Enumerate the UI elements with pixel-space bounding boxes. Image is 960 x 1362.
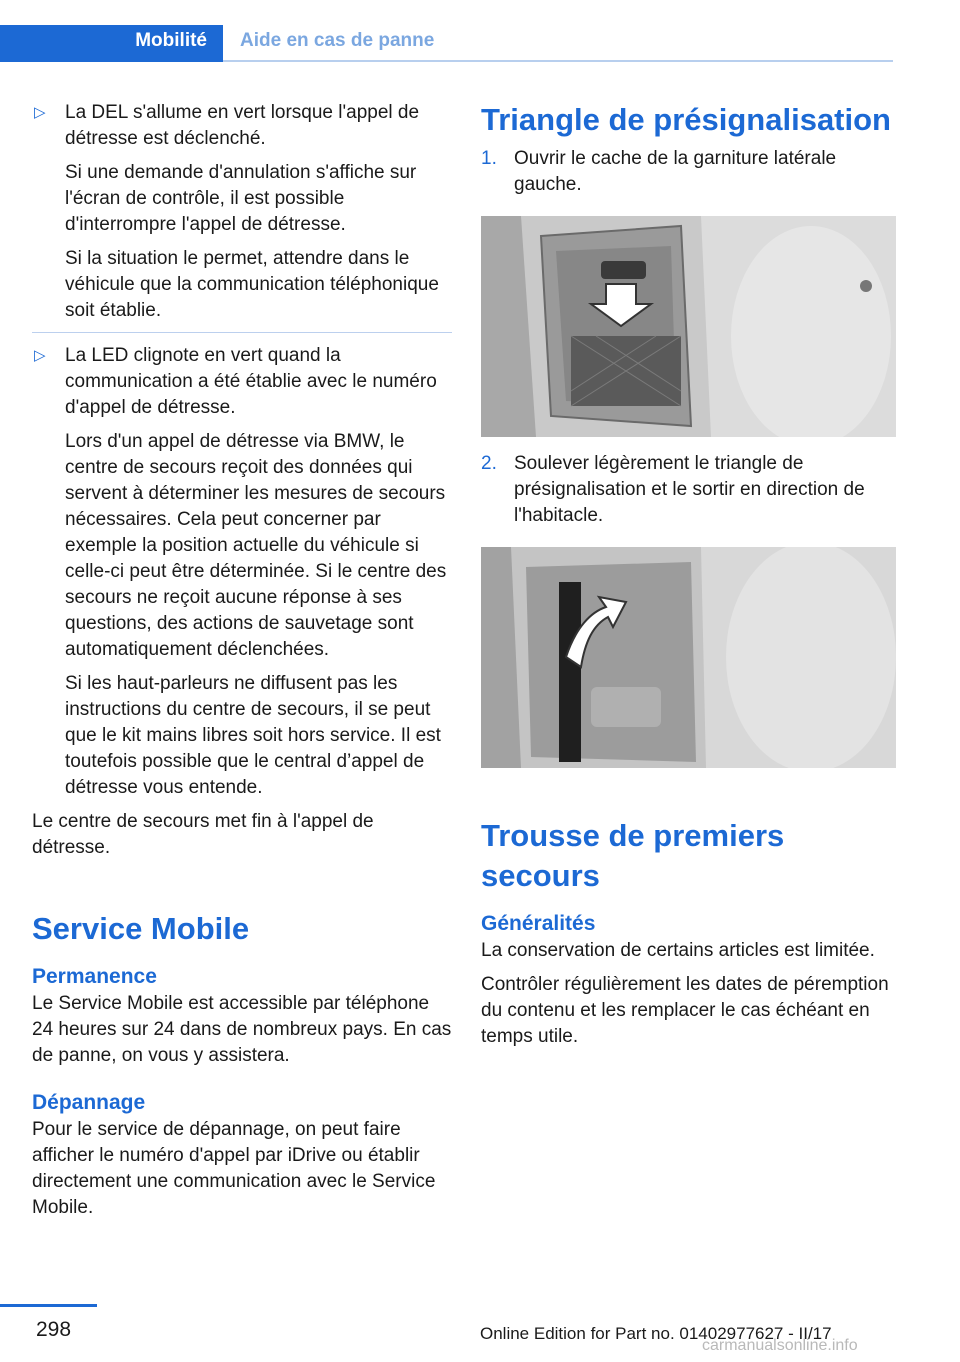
trunk-cover-photo: [481, 216, 896, 437]
general-text-1: La conservation de certains articles est limitée.: [481, 940, 875, 961]
general-text-2: Contrôler régulièrement les dates de péremption du contenu et les remplacer le cas échéant en temps utile.: [481, 974, 889, 1047]
step-text: Soulever légèrement le triangle de présignalisation et le sortir en direction de l'habitacle.: [514, 453, 865, 526]
watermark-text: carmanualsonline.info: [702, 1337, 858, 1354]
triangle-removal-photo: [481, 547, 896, 768]
bullet-item: [32, 100, 452, 324]
first-aid-title: Trousse de premiers secours: [481, 818, 785, 893]
bullet-text: La DEL s'allume en vert lorsque l'appel de détresse est déclenché.: [65, 102, 420, 149]
tab-underline: [223, 60, 893, 62]
depannage-text: Pour le service de dépannage, on peut faire afficher le numéro d'appel par iDrive ou établir directement une communication avec le Service Mobile.: [32, 1119, 436, 1218]
step-number: 2.: [481, 453, 497, 474]
bullet-text: Si la situation le permet, attendre dans le véhicule que la communication téléphonique soit établie.: [65, 248, 439, 321]
closing-text: Le centre de secours met fin à l'appel de détresse.: [32, 811, 374, 858]
tab-aide-panne[interactable]: Aide en cas de panne: [240, 30, 435, 51]
bullet-item: [32, 343, 452, 801]
right-column: [481, 100, 896, 1058]
tab-mobilite-label: Mobilité: [135, 30, 207, 51]
edition-text: Online Edition for Part no. 01402977627 - II/17: [480, 1324, 832, 1343]
page-number: 298: [36, 1318, 72, 1341]
triangle-bullet-icon: ▷: [34, 347, 46, 364]
general-heading: Généralités: [481, 912, 596, 935]
service-mobile-title: Service Mobile: [32, 911, 250, 946]
bullet-text: La LED clignote en vert quand la communication a été établie avec le numéro d'appel de détresse.: [65, 345, 437, 418]
step-number: 1.: [481, 148, 497, 169]
divider: [32, 332, 452, 333]
triangle-bullet-icon: ▷: [34, 104, 46, 121]
permanence-heading: Permanence: [32, 965, 157, 988]
bullet-text: Lors d'un appel de détresse via BMW, le centre de secours reçoit des données qui servent à déterminer les mesures de secours nécessaires. Cela peut concerner par exemple la position actuelle du véhicule si celle-ci peut être déterminée. Si le centre des secours ne reçoit aucune réponse à ses questions, des actions de sauvetage sont automatiquement déclenchées.: [65, 431, 447, 660]
bullet-text: Si une demande d'annulation s'affiche sur l'écran de contrôle, il est possible d'interrompre l'appel de détresse.: [65, 162, 417, 235]
permanence-text: Le Service Mobile est accessible par téléphone 24 heures sur 24 dans de nombreux pays. En cas de panne, on vous y assistera.: [32, 993, 452, 1066]
depannage-heading: Dépannage: [32, 1091, 146, 1114]
step-item: [481, 451, 896, 529]
left-column: [32, 100, 452, 1229]
step-text: Ouvrir le cache de la garniture latérale gauche.: [514, 148, 837, 195]
bullet-text: Si les haut-parleurs ne diffusent pas les instructions du centre de secours, il se peut que le kit mains libres soit hors service. Il est toutefois possible que le central d’appel de détresse vous entende.: [65, 673, 441, 798]
tab-mobilite[interactable]: [0, 25, 223, 62]
chapter-tabbar: [0, 0, 893, 62]
footer-accent-line: [0, 1304, 97, 1307]
triangle-title: Triangle de présignalisation: [481, 102, 891, 137]
step-item: [481, 146, 896, 198]
